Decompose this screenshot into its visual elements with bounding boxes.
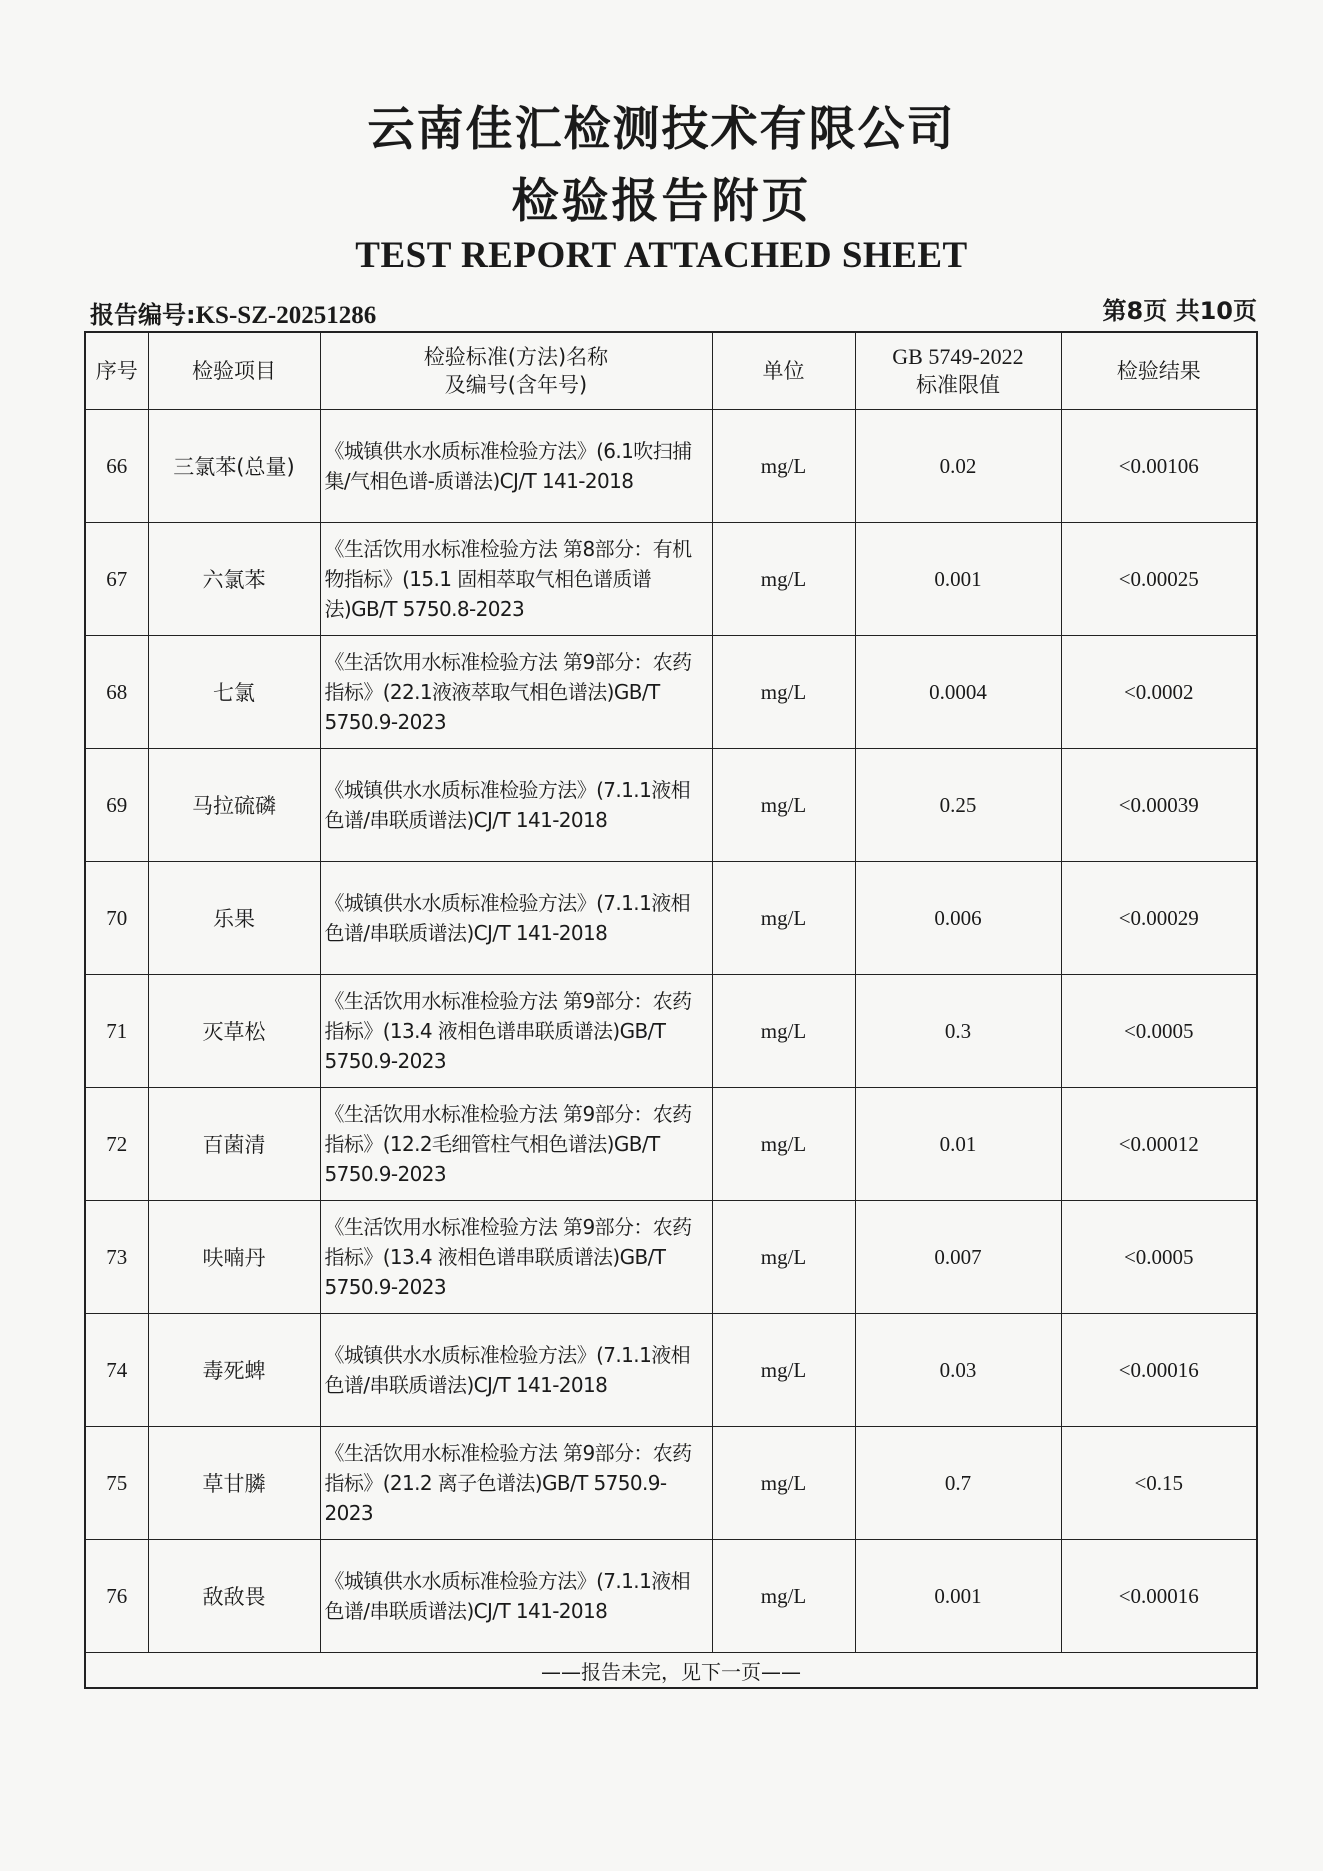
report-subtitle: 检验报告附页 (511, 174, 812, 229)
cell-limit: 0.007 (855, 1201, 1061, 1314)
cell-method: 《城镇供水水质标准检验方法》(7.1.1液相色谱/串联质谱法)CJ/T 141-2018 (320, 749, 712, 862)
cell-limit: 0.02 (855, 410, 1061, 523)
cell-method: 《生活饮用水标准检验方法 第9部分：农药指标》(13.4 液相色谱串联质谱法)GB/T 5750.9-2023 (320, 1201, 712, 1314)
cell-limit: 0.001 (855, 1540, 1061, 1653)
report-number (90, 295, 376, 330)
cell-no: 70 (85, 862, 148, 975)
report-number-label: 报告编号: (90, 301, 196, 329)
cell-result: <0.0005 (1061, 1201, 1257, 1314)
cell-method: 《城镇供水水质标准检验方法》(7.1.1液相色谱/串联质谱法)CJ/T 141-2018 (320, 1314, 712, 1427)
table-footer-row (85, 1653, 1257, 1689)
cell-unit: mg/L (712, 1427, 855, 1540)
cell-unit: mg/L (712, 410, 855, 523)
cell-unit: mg/L (712, 1088, 855, 1201)
header-no: 序号 (85, 332, 148, 410)
cell-limit: 0.7 (855, 1427, 1061, 1540)
table-row (85, 862, 1257, 975)
cell-method: 《生活饮用水标准检验方法 第9部分：农药指标》(22.1液液萃取气相色谱法)GB/T 5750.9-2023 (320, 636, 712, 749)
cell-unit: mg/L (712, 1314, 855, 1427)
cell-limit: 0.006 (855, 862, 1061, 975)
cell-item: 草甘膦 (148, 1427, 320, 1540)
header-result: 检验结果 (1061, 332, 1257, 410)
table-row (85, 636, 1257, 749)
cell-result: <0.00012 (1061, 1088, 1257, 1201)
header-limit (855, 332, 1061, 410)
cell-method: 《生活饮用水标准检验方法 第9部分：农药指标》(12.2毛细管柱气相色谱法)GB/T 5750.9-2023 (320, 1088, 712, 1201)
cell-unit: mg/L (712, 975, 855, 1088)
cell-item: 敌敌畏 (148, 1540, 320, 1653)
cell-no: 75 (85, 1427, 148, 1540)
cell-limit: 0.001 (855, 523, 1061, 636)
cell-item: 六氯苯 (148, 523, 320, 636)
cell-unit: mg/L (712, 523, 855, 636)
cell-no: 66 (85, 410, 148, 523)
cell-limit: 0.03 (855, 1314, 1061, 1427)
cell-result: <0.00106 (1061, 410, 1257, 523)
cell-no: 73 (85, 1201, 148, 1314)
cell-item: 三氯苯(总量) (148, 410, 320, 523)
cell-method: 《生活饮用水标准检验方法 第8部分：有机物指标》(15.1 固相萃取气相色谱质谱法)GB/T 5750.8-2023 (320, 523, 712, 636)
header-method-line2: 及编号(含年号) (444, 373, 588, 397)
cell-limit: 0.0004 (855, 636, 1061, 749)
report-number-value: KS-SZ-20251286 (195, 302, 377, 329)
cell-unit: mg/L (712, 1540, 855, 1653)
cell-item: 马拉硫磷 (148, 749, 320, 862)
cell-limit: 0.3 (855, 975, 1061, 1088)
cell-result: <0.15 (1061, 1427, 1257, 1540)
cell-result: <0.0005 (1061, 975, 1257, 1088)
cell-unit: mg/L (712, 1201, 855, 1314)
header-limit-line2: 标准限值 (916, 373, 1000, 397)
cell-result: <0.00039 (1061, 749, 1257, 862)
cell-limit: 0.25 (855, 749, 1061, 862)
continuation-note: ——报告未完，见下一页—— (85, 1653, 1257, 1689)
cell-item: 百菌清 (148, 1088, 320, 1201)
report-title-en: TEST REPORT ATTACHED SHEET (355, 235, 968, 276)
cell-result: <0.0002 (1061, 636, 1257, 749)
cell-no: 69 (85, 749, 148, 862)
header-unit: 单位 (712, 332, 855, 410)
table-header-row (85, 332, 1257, 410)
cell-result: <0.00025 (1061, 523, 1257, 636)
cell-method: 《生活饮用水标准检验方法 第9部分：农药指标》(21.2 离子色谱法)GB/T 5750.9-2023 (320, 1427, 712, 1540)
cell-no: 76 (85, 1540, 148, 1653)
table-row (85, 1427, 1257, 1540)
cell-method: 《城镇供水水质标准检验方法》(6.1吹扫捕集/气相色谱-质谱法)CJ/T 141-2018 (320, 410, 712, 523)
table-row (85, 975, 1257, 1088)
cell-item: 乐果 (148, 862, 320, 975)
cell-no: 71 (85, 975, 148, 1088)
cell-result: <0.00029 (1061, 862, 1257, 975)
cell-method: 《城镇供水水质标准检验方法》(7.1.1液相色谱/串联质谱法)CJ/T 141-2018 (320, 862, 712, 975)
cell-item: 七氯 (148, 636, 320, 749)
header-method (320, 332, 712, 410)
cell-item: 灭草松 (148, 975, 320, 1088)
cell-result: <0.00016 (1061, 1314, 1257, 1427)
table-row (85, 410, 1257, 523)
table-row (85, 1540, 1257, 1653)
table-row (85, 1088, 1257, 1201)
cell-limit: 0.01 (855, 1088, 1061, 1201)
page-info: 第8页 共10页 (1102, 297, 1257, 325)
company-name: 云南佳汇检测技术有限公司 (367, 102, 956, 157)
cell-unit: mg/L (712, 636, 855, 749)
red-seal-stamp-fragment (1289, 820, 1323, 1020)
table-row (85, 1314, 1257, 1427)
cell-no: 72 (85, 1088, 148, 1201)
header-limit-line1: GB 5749-2022 (892, 344, 1024, 369)
cell-item: 呋喃丹 (148, 1201, 320, 1314)
cell-no: 68 (85, 636, 148, 749)
table-row (85, 1201, 1257, 1314)
table-row (85, 749, 1257, 862)
cell-unit: mg/L (712, 749, 855, 862)
cell-method: 《城镇供水水质标准检验方法》(7.1.1液相色谱/串联质谱法)CJ/T 141-2018 (320, 1540, 712, 1653)
table-row (85, 523, 1257, 636)
cell-result: <0.00016 (1061, 1540, 1257, 1653)
header-method-line1: 检验标准(方法)名称 (423, 345, 609, 369)
cell-no: 67 (85, 523, 148, 636)
cell-item: 毒死蜱 (148, 1314, 320, 1427)
cell-unit: mg/L (712, 862, 855, 975)
cell-method: 《生活饮用水标准检验方法 第9部分：农药指标》(13.4 液相色谱串联质谱法)GB/T 5750.9-2023 (320, 975, 712, 1088)
results-table (84, 331, 1258, 1689)
header-item: 检验项目 (148, 332, 320, 410)
cell-no: 74 (85, 1314, 148, 1427)
